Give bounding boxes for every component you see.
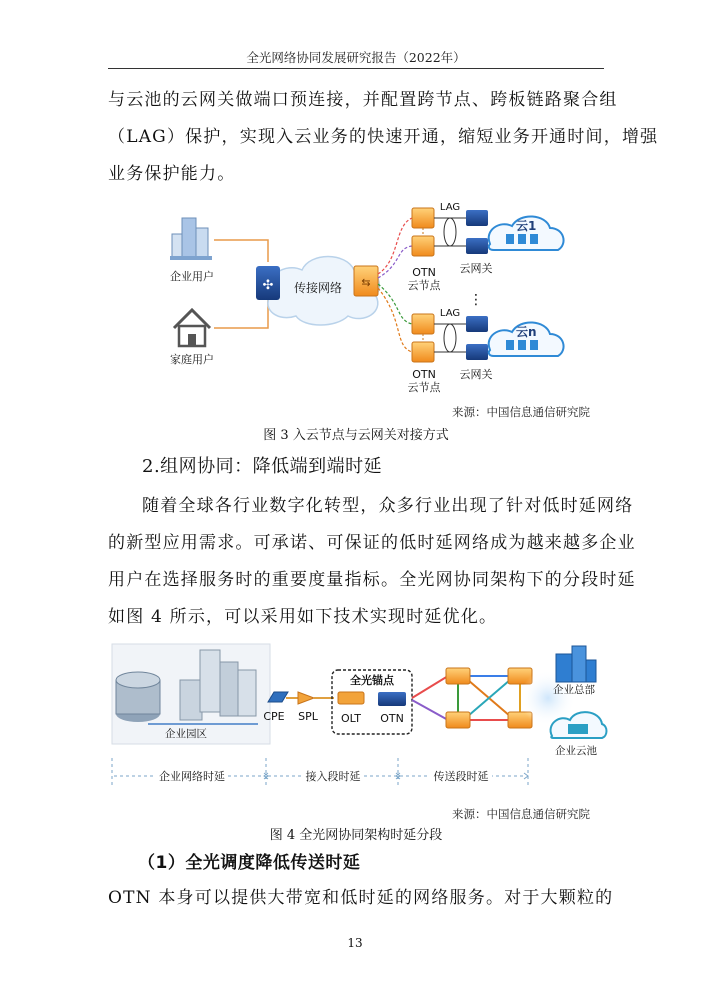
cloud-n-label: 云n bbox=[516, 325, 537, 339]
intro-line-2: （LAG）保护，实现入云业务的快速开通，缩短业务开通时间，增强 bbox=[108, 127, 659, 147]
last-line: OTN 本身可以提供大带宽和低时延的网络服务。对于大颗粒的 bbox=[108, 888, 614, 908]
figure-3-caption: 图 3 入云节点与云网关对接方式 bbox=[263, 428, 449, 443]
lag-bottom-label: LAG bbox=[439, 308, 461, 319]
svg-text:✣: ✣ bbox=[262, 278, 274, 293]
anchor-otn-icon bbox=[378, 692, 406, 706]
section-heading: 2.组网协同：降低端到端时延 bbox=[142, 456, 383, 477]
intro-paragraph bbox=[108, 82, 659, 193]
cloud-pool-label: 企业云池 bbox=[555, 745, 597, 757]
gateway-bottom-icon bbox=[466, 316, 488, 360]
olt-icon bbox=[338, 692, 364, 704]
seg-enterprise-label: 企业网络时延 bbox=[159, 770, 225, 783]
cloud-node-top-label: 云节点 bbox=[407, 279, 441, 292]
splitter-icon bbox=[298, 692, 314, 704]
figure-4-caption: 图 4 全光网协同架构时延分段 bbox=[269, 828, 443, 843]
cpe-icon bbox=[268, 692, 288, 702]
figure-4-diagram bbox=[108, 640, 608, 800]
home-user-label: 家庭用户 bbox=[170, 353, 214, 366]
body-line-4: 如图 4 所示，可以采用如下技术实现时延优化。 bbox=[108, 607, 498, 627]
otn-node-top-icon bbox=[412, 208, 434, 256]
seg-access-label: 接入段时延 bbox=[305, 770, 361, 783]
otn-node-bottom-icon bbox=[412, 314, 434, 362]
lag-top-label: LAG bbox=[439, 202, 461, 213]
gateway-top-label: 云网关 bbox=[459, 262, 493, 275]
otn-top-label: OTN bbox=[412, 266, 436, 279]
last-paragraph bbox=[108, 880, 614, 917]
cloud-1-label: 云1 bbox=[516, 219, 537, 233]
house-icon bbox=[174, 310, 210, 346]
otn-bottom-label: OTN bbox=[412, 368, 436, 381]
enterprise-user-label: 企业用户 bbox=[170, 270, 214, 283]
cpe-label: CPE bbox=[263, 710, 285, 723]
hq-building-icon bbox=[556, 646, 596, 682]
ellipsis-label: ⋮ bbox=[469, 292, 483, 308]
cloud-node-bottom-label: 云节点 bbox=[407, 381, 441, 394]
body-line-1: 随着全球各行业数字化转型，众多行业出现了针对低时延网络 bbox=[142, 496, 634, 516]
hq-label: 企业总部 bbox=[553, 684, 595, 696]
sub-heading: （1）全光调度降低传送时延 bbox=[138, 853, 361, 873]
gateway-top-icon bbox=[466, 210, 488, 254]
anchor-otn-label: OTN bbox=[380, 712, 404, 725]
figure-4-source: 来源：中国信息通信研究院 bbox=[452, 807, 590, 821]
page-number: 13 bbox=[347, 936, 363, 950]
olt-label: OLT bbox=[341, 712, 361, 725]
enterprise-building-icon bbox=[170, 218, 212, 260]
switch-icon bbox=[256, 266, 280, 300]
body-paragraph bbox=[108, 488, 636, 636]
running-header: 全光网络协同发展研究报告（2022年） bbox=[246, 50, 466, 65]
body-line-3: 用户在选择服务时的重要度量指标。全光网协同架构下的分段时延 bbox=[108, 570, 636, 590]
intro-line-3: 业务保护能力。 bbox=[108, 164, 236, 184]
transport-network-label: 传接网络 bbox=[293, 281, 343, 295]
figure-3-source: 来源：中国信息通信研究院 bbox=[452, 405, 590, 419]
figure-3-diagram bbox=[150, 200, 570, 400]
anchor-label: 全光锚点 bbox=[350, 674, 394, 687]
header-rule bbox=[108, 68, 604, 69]
otn-icon bbox=[354, 266, 378, 296]
seg-transport-label: 传送段时延 bbox=[433, 770, 489, 783]
campus-label: 企业园区 bbox=[165, 728, 207, 740]
spl-label: SPL bbox=[298, 710, 318, 723]
body-line-2: 的新型应用需求。可承诺、可保证的低时延网络成为越来越多企业 bbox=[108, 533, 636, 553]
svg-text:⇆: ⇆ bbox=[361, 276, 371, 289]
intro-line-1: 与云池的云网关做端口预连接，并配置跨节点、跨板链路聚合组 bbox=[108, 90, 618, 110]
gateway-bottom-label: 云网关 bbox=[459, 368, 493, 381]
